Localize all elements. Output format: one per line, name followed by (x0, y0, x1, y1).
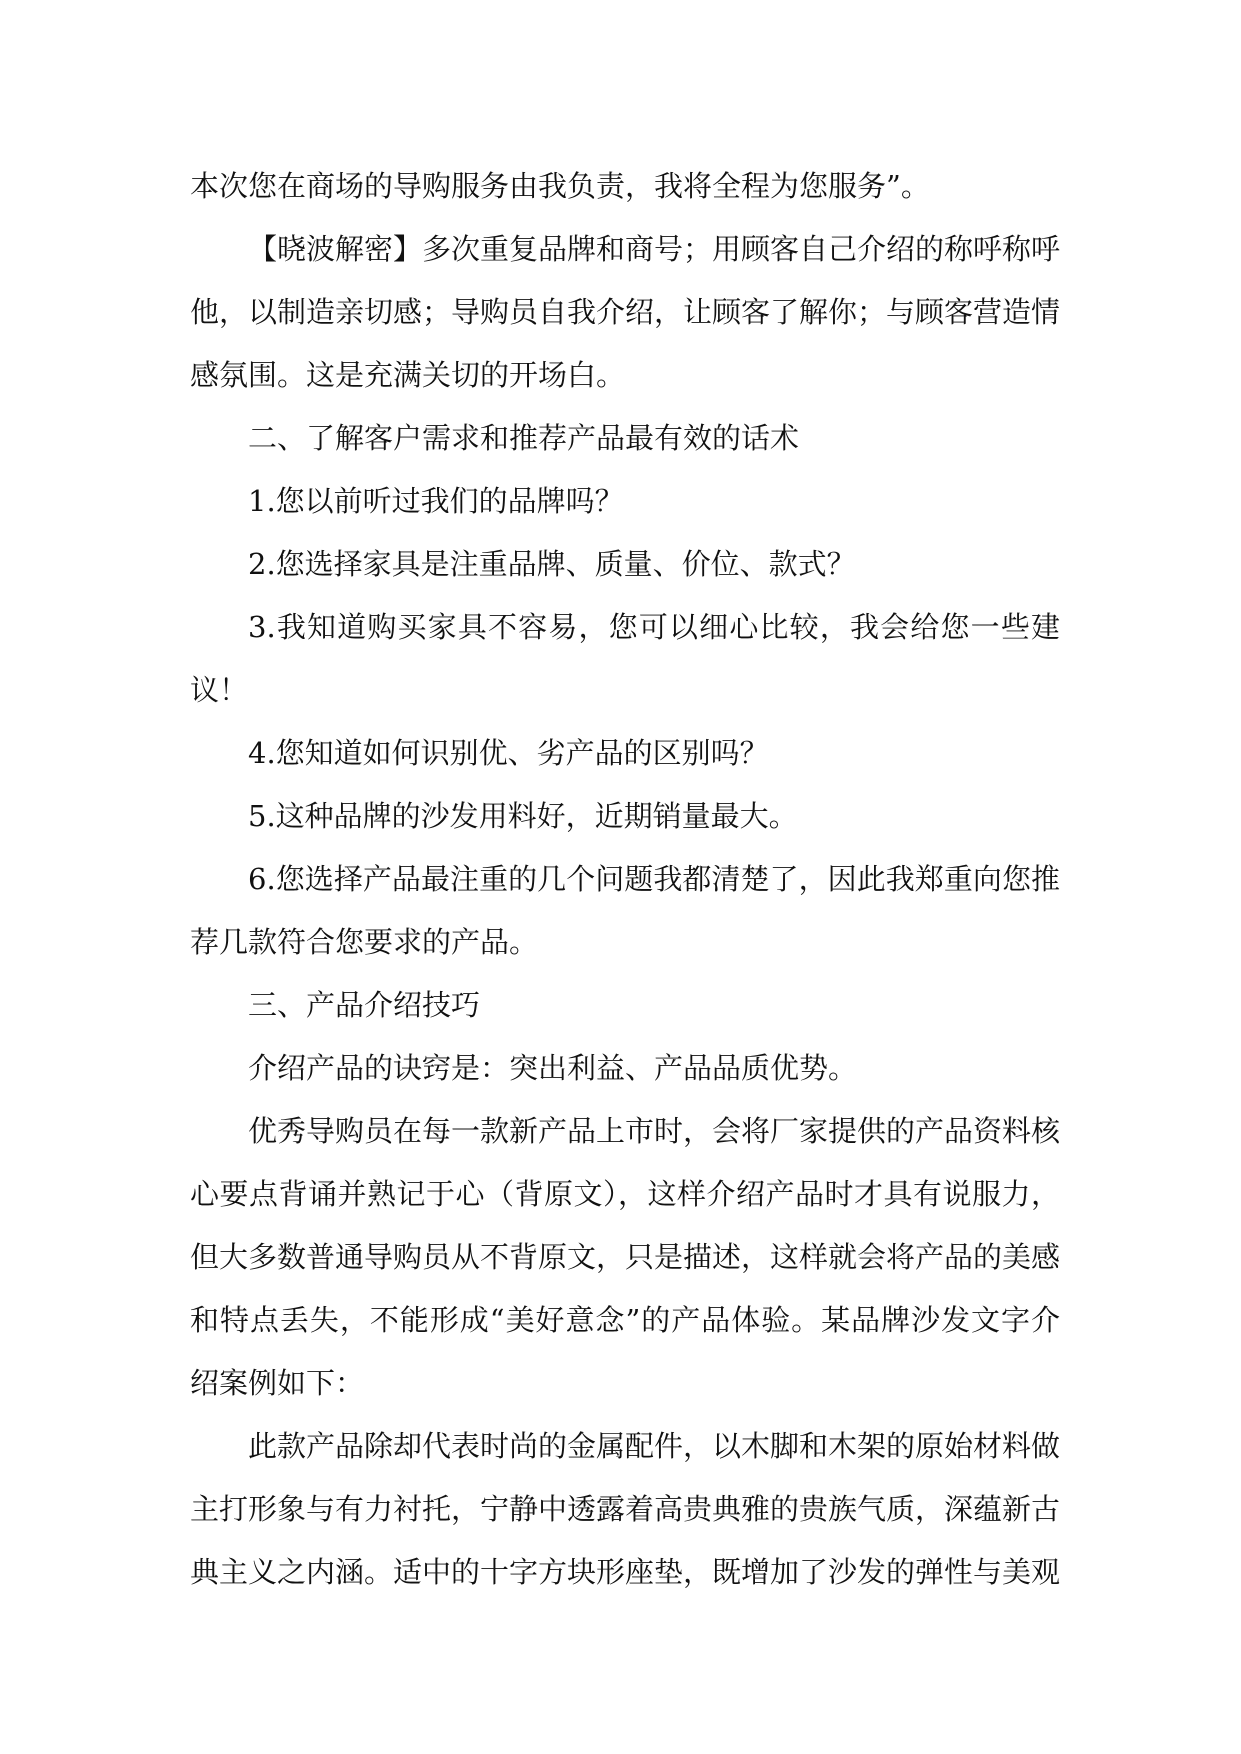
list-item-6: 6.您选择产品最注重的几个问题我都清楚了，因此我郑重向您推荐几款符合您要求的产品。 (190, 862, 1060, 959)
list-item-4: 4.您知道如何识别优、劣产品的区别吗？ (248, 736, 769, 770)
list-item-3: 3.我知道购买家具不容易，您可以细心比较，我会给您一些建议！ (190, 610, 1060, 707)
paragraph-xiaobo-analysis: 【晓波解密】多次重复品牌和商号；用顾客自己介绍的称呼称呼他，以制造亲切感；导购员自我介绍，让顾客了解你；与顾客营造情感氛围。这是充满关切的开场白。 (190, 232, 1061, 392)
document-body (190, 155, 1060, 1604)
list-item-1: 1.您以前听过我们的品牌吗？ (248, 484, 624, 518)
section-heading-3: 三、产品介绍技巧 (248, 988, 481, 1022)
list-item-2: 2.您选择家具是注重品牌、质量、价位、款式？ (248, 547, 856, 581)
paragraph-continuation: 本次您在商场的导购服务由我负责，我将全程为您服务”。 (190, 169, 930, 203)
paragraph-excellent-guide: 优秀导购员在每一款新产品上市时，会将厂家提供的产品资料核心要点背诵并熟记于心（背原文），这样介绍产品时才具有说服力，但大多数普通导购员从不背原文，只是描述，这样就会将产品的美感和特点丢失，不能形成“美好意念”的产品体验。某品牌沙发文字介绍案例如下： (190, 1114, 1061, 1400)
list-item-5: 5.这种品牌的沙发用料好，近期销量最大。 (248, 799, 798, 833)
paragraph-intro-tip: 介绍产品的诀窍是：突出利益、产品品质优势。 (248, 1051, 858, 1085)
section-heading-2: 二、了解客户需求和推荐产品最有效的话术 (248, 421, 800, 455)
paragraph-sofa-case: 此款产品除却代表时尚的金属配件，以木脚和木架的原始材料做主打形象与有力衬托，宁静中透露着高贵典雅的贵族气质，深蕴新古典主义之内涵。适中的十字方块形座垫，既增加了沙发的弹性与美观 (190, 1429, 1061, 1589)
